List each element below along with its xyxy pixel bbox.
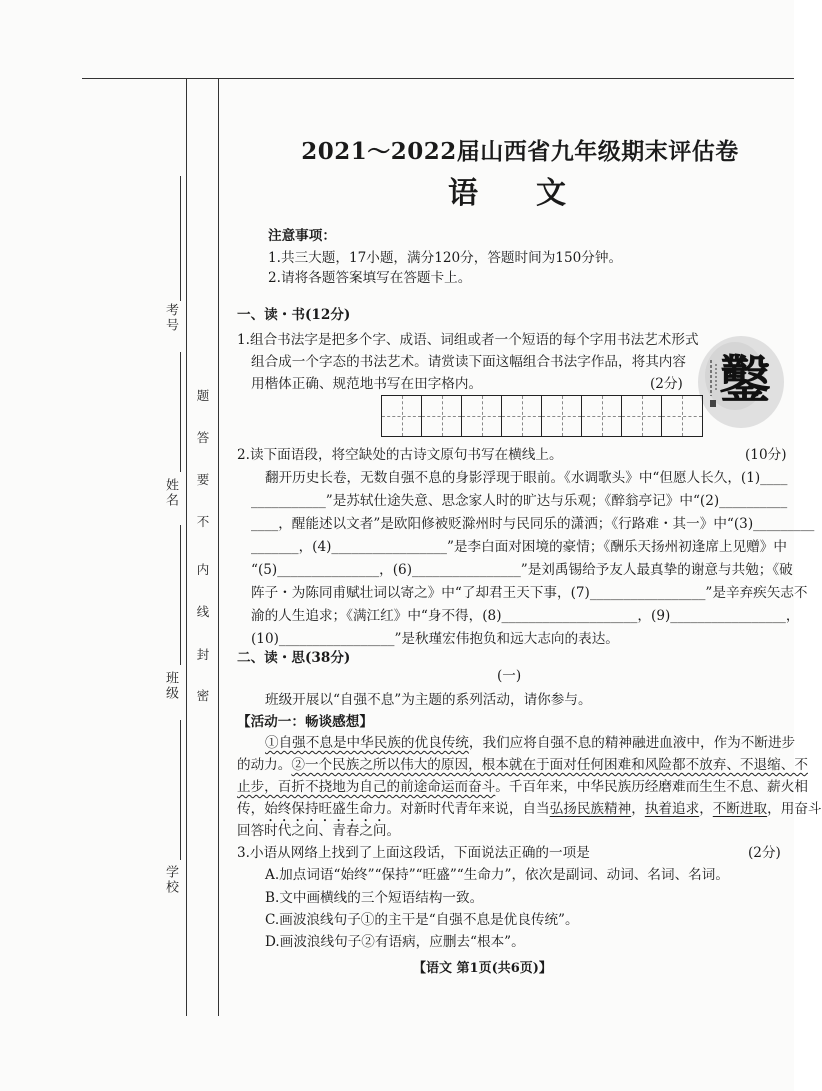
- school-label: 学校: [163, 865, 178, 895]
- grid-cell[interactable]: [582, 396, 622, 436]
- q1-score: (2分): [650, 376, 683, 392]
- q2-line: _______，(4)_________________”是李白面对困境的豪情；《酬乐天扬州初逢席上见赠》中: [251, 539, 787, 555]
- dotted-words: 始终保持旺盛生命力: [264, 801, 387, 817]
- school-fill-line: [180, 720, 181, 860]
- grid-cell[interactable]: [382, 396, 422, 436]
- class-label: 班级: [163, 671, 178, 701]
- activity-heading: 【活动一：畅谈感想】: [237, 714, 373, 730]
- section-2-heading: 二、读・思(38分): [237, 650, 351, 666]
- q2-line: “(5)_______________，(6)________________”是刘禹锡给予友人最真挚的谢意与共勉；《破: [251, 562, 793, 578]
- note-item: 1.共三大题，17小题，满分120分，答题时间为150分钟。: [268, 250, 623, 266]
- passage-text: ，: [631, 801, 645, 817]
- q3-option-b[interactable]: B.文中画横线的三个短语结构一致。: [265, 890, 484, 906]
- seal-char: 答: [196, 430, 210, 445]
- binding-line-outer: [186, 78, 187, 1016]
- name-label: 姓名: [163, 478, 178, 508]
- grid-cell[interactable]: [462, 396, 502, 436]
- passage-text: ，我们应将自强不息的精神融进血液中，作为不断进步: [468, 735, 796, 751]
- exam-number-fill-line: [180, 176, 181, 301]
- wavy-sentence-1: ①自强不息是中华民族的优良传统: [265, 735, 469, 751]
- page-footer: 【语文 第1页(共6页)】: [413, 961, 552, 976]
- passage-line: [237, 777, 808, 797]
- wavy-sentence-2-cont: 止步，百折不挠地为自己的前途命运而奋斗: [237, 779, 496, 795]
- top-rule: [82, 78, 794, 79]
- grid-cell[interactable]: [502, 396, 542, 436]
- underlined-phrase: 弘扬民族精神: [549, 801, 632, 817]
- seal-char: 线: [196, 604, 210, 619]
- seal-char: 内: [196, 562, 210, 577]
- calligraphy-seal-mark: [710, 400, 716, 407]
- q2-line: 渝的人生追求；《满江红》中“身不得，(8)____________________，(9)_________________，: [251, 608, 800, 624]
- underlined-phrase: 执着追求: [644, 801, 700, 817]
- q1-line: 组合成一个字态的书法艺术。请赏读下面这幅组合书法字作品，将其内容: [251, 354, 686, 370]
- q2-line: ____，醒能述以文者”是欧阳修被贬滁州时与民同乐的潇洒；《行路难・其一》中“(3)_________: [251, 516, 815, 532]
- name-fill-line: [180, 352, 181, 472]
- notes-heading: 注意事项：: [268, 228, 336, 244]
- seal-char: 题: [196, 388, 210, 403]
- q3-option-d[interactable]: D.画波浪线句子②有语病，应删去“根本”。: [265, 934, 525, 950]
- class-fill-line: [180, 525, 181, 665]
- wavy-sentence-2: ②一个民族之所以伟大的原因，根本就在于面对任何困难和风险都不放弃、不退缩、不: [291, 757, 808, 773]
- q2-line: ___________”是苏轼仕途失意、思念家人时的旷达与乐观；《醉翁亭记》中“(2)__________: [251, 493, 788, 509]
- q2-prompt: 2.读下面语段，将空缺处的古诗文原句书写在横线上。: [237, 447, 563, 463]
- passage-line: [237, 755, 808, 775]
- exam-number-label: 考号: [163, 303, 178, 333]
- q2-line: (10)_________________”是秋瑾宏伟抱负和远大志向的表达。: [251, 631, 619, 647]
- passage-text: ，用奋斗: [767, 801, 822, 817]
- subject-title: 语文: [448, 176, 624, 211]
- passage-text: 。对新时代青年来说，自当: [386, 801, 550, 817]
- binding-line-inner: [218, 78, 219, 1016]
- section-1-heading: 一、读・书(12分): [237, 307, 351, 323]
- grid-cell[interactable]: [622, 396, 662, 436]
- seal-char: 不: [196, 514, 210, 529]
- calligraphy-image: [695, 324, 785, 432]
- underlined-phrase: 不断进取: [712, 801, 768, 817]
- passage-text: ，: [699, 801, 713, 817]
- grid-cell[interactable]: [542, 396, 582, 436]
- exam-title: 2021～2022届山西省九年级期末评估卷: [301, 138, 739, 165]
- q3-option-c[interactable]: C.画波浪线句子①的主干是“自强不息是优良传统”。: [265, 912, 579, 928]
- calligraphy-character: 鑿: [718, 350, 772, 411]
- part-label: (一): [497, 668, 522, 684]
- q2-score: (10分): [745, 447, 787, 463]
- grid-cell[interactable]: [422, 396, 462, 436]
- note-item: 2.请将各题答案填写在答题卡上。: [268, 270, 472, 286]
- q3-option-a[interactable]: A.加点词语“始终”“保持”“旺盛”“生命力”，依次是副词、动词、名词、名词。: [265, 867, 729, 883]
- passage-line: 回答时代之问、青春之问。: [237, 823, 401, 839]
- q1-line: 用楷体正确、规范地书写在田字格内。: [251, 376, 483, 392]
- activity-intro: 班级开展以“自强不息”为主题的系列活动，请你参与。: [265, 692, 592, 708]
- q3-score: (2分): [748, 845, 781, 861]
- q1-line: 1.组合书法字是把多个字、成语、词组或者一个短语的每个字用书法艺术形式: [237, 332, 699, 348]
- seal-char: 要: [196, 472, 210, 487]
- passage-line: [265, 733, 795, 753]
- passage-text: 。千百年来，中华民族历经磨难而生生不息、薪火相: [495, 779, 808, 795]
- grid-cell[interactable]: [662, 396, 702, 436]
- passage-text: 的动力。: [237, 757, 292, 773]
- q3-prompt: 3.小语从网络上找到了上面这段话，下面说法正确的一项是: [237, 845, 590, 861]
- q2-line: 翻开历史长卷，无数自强不息的身影浮现于眼前。《水调歌头》中“但愿人长久，(1)____: [265, 470, 788, 486]
- passage-text: 传，: [237, 801, 265, 817]
- seal-char: 密: [196, 688, 210, 703]
- tian-zi-grid[interactable]: [381, 395, 703, 437]
- seal-char: 封: [196, 647, 210, 662]
- q2-line: 阵子・为陈同甫赋壮词以寄之》中“了却君王天下事，(7)_________________”是辛弃疾矢志不: [251, 585, 808, 601]
